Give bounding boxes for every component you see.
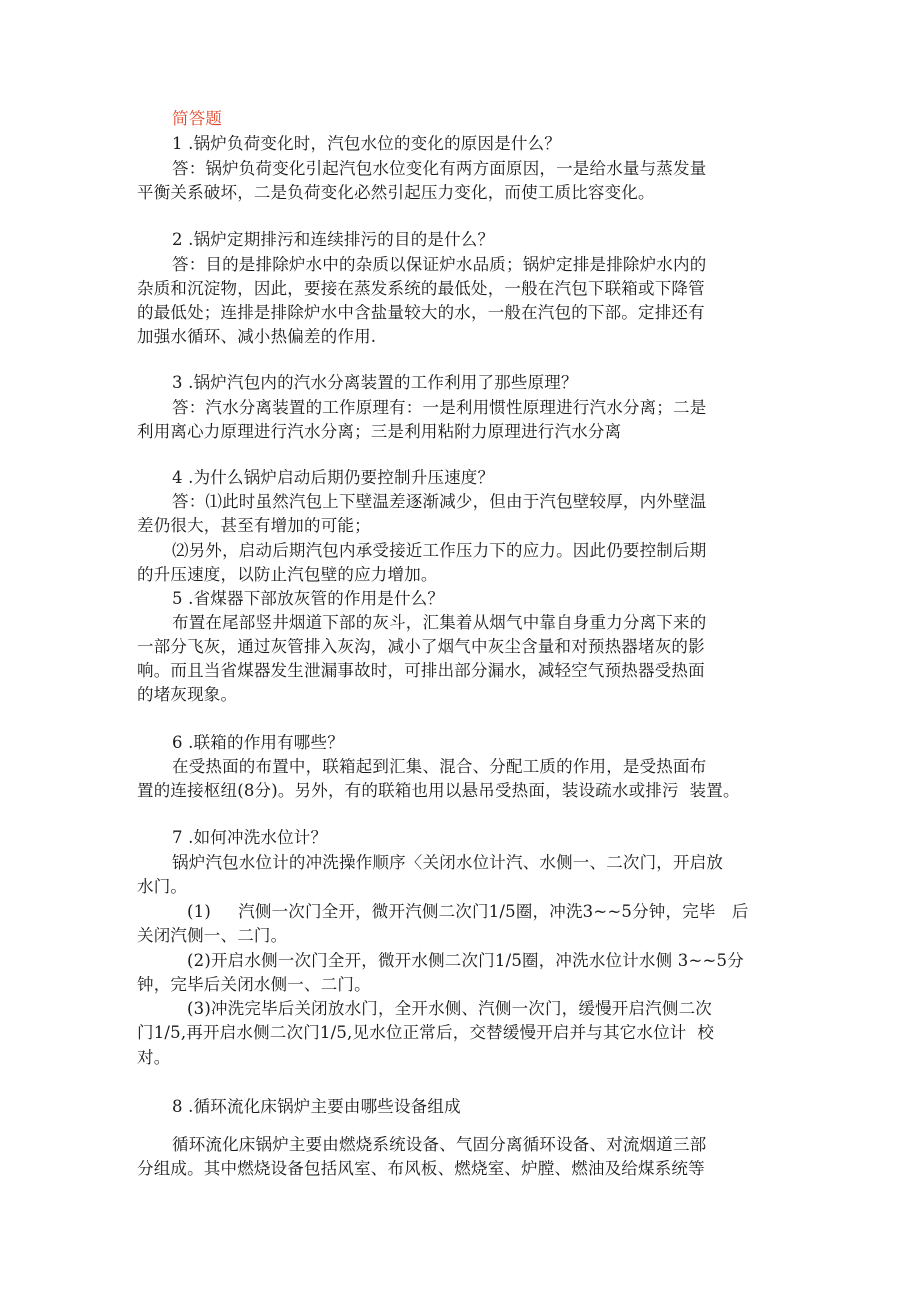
question-5: 5 .省煤器下部放灰管的作用是什么？ xyxy=(172,589,445,608)
answer-8-line-1: 循环流化床锅炉主要由燃烧系统设备、气固分离循环设备、对流烟道三部 xyxy=(172,1135,707,1154)
answer-1-line-2: 平衡关系破坏，二是负荷变化必然引起压力变化，而使工质比容变化。 xyxy=(137,183,655,202)
answer-2-line-3: 的最低处；连排是排除炉水中含盐量较大的水，一般在汽包的下部。定排还有 xyxy=(137,303,705,322)
answer-2-line-1: 答：目的是排除炉水中的杂质以保证炉水品质；锅炉定排是排除炉水内的 xyxy=(172,255,707,274)
answer-4-line-1: 答：⑴此时虽然汽包上下壁温差逐渐减少，但由于汽包壁较厚，内外壁温 xyxy=(172,492,707,511)
answer-3-line-1: 答：汽水分离装置的工作原理有：一是利用惯性原理进行汽水分离；二是 xyxy=(172,398,707,417)
answer-5-line-3: 响。而且当省煤器发生泄漏事故时，可排出部分漏水，减轻空气预热器受热面 xyxy=(137,661,705,680)
question-8: 8 .循环流化床锅炉主要由哪些设备组成 xyxy=(172,1097,461,1116)
question-3: 3 .锅炉汽包内的汽水分离装置的工作利用了那些原理？ xyxy=(172,373,578,392)
answer-5-line-2: 一部分飞灰，通过灰管排入灰沟，减小了烟气中灰尘含量和对预热器堵灰的影 xyxy=(137,637,705,656)
answer-1-line-1: 答：锅炉负荷变化引起汽包水位变化有两方面原因，一是给水量与蒸发量 xyxy=(172,159,707,178)
answer-3-line-2: 利用离心力原理进行汽水分离；三是利用粘附力原理进行汽水分离 xyxy=(137,422,622,441)
answer-7-step-3-cont: 门1/5,再开启水侧二次门1/5,见水位正常后，交替缓慢开启并与其它水位计 校 xyxy=(137,1023,715,1042)
question-2: 2 .锅炉定期排污和连续排污的目的是什么？ xyxy=(172,230,495,249)
question-6: 6 .联箱的作用有哪些？ xyxy=(172,733,344,752)
section-heading: 简答题 xyxy=(172,109,223,128)
answer-4-line-4: 的升压速度，以防止汽包壁的应力增加。 xyxy=(137,565,438,584)
answer-5-line-4: 的堵灰现象。 xyxy=(137,685,238,704)
answer-4-line-3: ⑵另外，启动后期汽包内承受接近工作压力下的应力。因此仍要控制后期 xyxy=(172,541,707,560)
question-1: 1 .锅炉负荷变化时，汽包水位的变化的原因是什么？ xyxy=(172,134,561,153)
answer-7-step-3: (3)冲洗完毕后关闭放水门，全开水侧、汽侧一次门，缓慢开启汽侧二次 xyxy=(187,999,712,1018)
answer-8-line-2: 分组成。其中燃烧设备包括风室、布风板、燃烧室、炉膛、燃油及给煤系统等 xyxy=(137,1159,705,1178)
answer-7-line-2: 水门。 xyxy=(137,877,188,896)
answer-2-line-4: 加强水循环、减小热偏差的作用. xyxy=(137,327,377,346)
answer-2-line-2: 杂质和沉淀物，因此，要接在蒸发系统的最低处，一般在汽包下联箱或下降管 xyxy=(137,279,705,298)
answer-4-line-2: 差仍很大，甚至有增加的可能； xyxy=(137,516,371,535)
question-7: 7 .如何冲洗水位计？ xyxy=(172,828,328,847)
question-4: 4 .为什么锅炉启动后期仍要控制升压速度？ xyxy=(172,468,495,487)
answer-6-line-2: 置的连接枢纽(8分)。另外，有的联箱也用以悬吊受热面，装设疏水或排污 装置。 xyxy=(137,781,740,800)
answer-5-line-1: 布置在尾部竖井烟道下部的灰斗，汇集着从烟气中靠自身重力分离下来的 xyxy=(172,613,707,632)
answer-7-step-2: (2)开启水侧一次门全开，微开水侧二次门1/5圈，冲洗水位计水侧 3~~5分 xyxy=(187,951,744,970)
answer-7-step-3-end: 对。 xyxy=(137,1048,171,1067)
answer-7-step-1-cont: 关闭汽侧一、二门。 xyxy=(137,926,288,945)
answer-7-step-1: (1) 汽侧一次门全开，微开汽侧二次门1/5圈，冲洗3~~5分钟，完毕 后 xyxy=(187,902,749,921)
answer-7-step-2-cont: 钟，完毕后关闭水侧一、二门。 xyxy=(137,975,371,994)
answer-7-line-1: 锅炉汽包水位计的冲洗操作顺序〈关闭水位计汽、水侧一、二次门，开启放 xyxy=(172,853,724,872)
answer-6-line-1: 在受热面的布置中，联箱起到汇集、混合、分配工质的作用，是受热面布 xyxy=(172,757,707,776)
